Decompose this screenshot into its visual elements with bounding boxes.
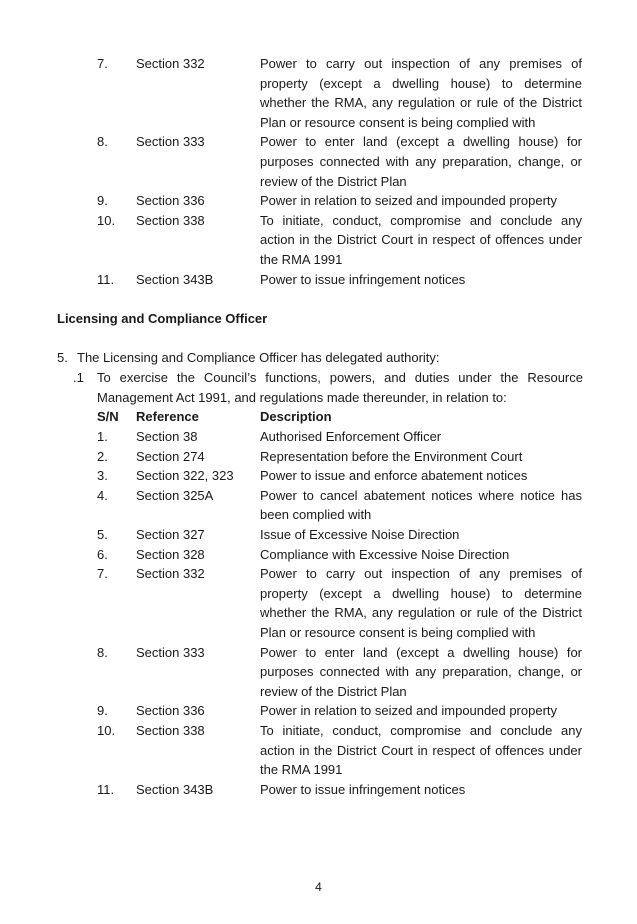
row-sn: 8. <box>97 134 108 150</box>
row-reference: Section 343B <box>136 781 214 797</box>
description-line: purposes connected with any preparation, change, or <box>260 664 582 680</box>
row-reference: Section 325A <box>136 487 214 503</box>
row-sn: 9. <box>97 193 108 209</box>
row-reference: Section 333 <box>136 134 205 150</box>
description-line: Power to enter land (except a dwelling house) for <box>260 644 582 660</box>
description-line: Power to enter land (except a dwelling house) for <box>260 134 582 150</box>
row-description <box>260 191 582 211</box>
description-line: To initiate, conduct, compromise and conclude any <box>260 212 582 228</box>
description-line: Power to issue infringement notices <box>260 781 466 797</box>
row-sn: 4. <box>97 487 108 503</box>
description-line: Power to carry out inspection of any premises of <box>260 566 582 582</box>
row-description <box>260 564 582 642</box>
row-description <box>260 780 582 800</box>
row-reference: Section 327 <box>136 527 205 542</box>
description-line: Issue of Excessive Noise Direction <box>260 527 460 542</box>
row-reference: Section 332 <box>136 566 205 582</box>
description-line: To initiate, conduct, compromise and conclude any <box>260 723 582 738</box>
row-description <box>260 701 582 721</box>
header-reference: Reference <box>136 409 199 424</box>
description-line: Compliance with Excessive Noise Direction <box>260 546 510 562</box>
description-line: whether the RMA, any regulation or rule of the District <box>260 605 582 621</box>
row-description <box>260 545 582 565</box>
subclause-1-line: Management Act 1991, and regulations made thereunder, in relation to: <box>97 390 507 405</box>
row-sn: 1. <box>97 429 108 444</box>
description-line: Power to issue and enforce abatement notices <box>260 468 528 484</box>
row-reference: Section 343B <box>136 271 214 287</box>
description-line: action in the District Court in respect of offences under <box>260 742 582 758</box>
header-sn: S/N <box>97 409 119 424</box>
row-description <box>260 427 582 447</box>
description-line: property (except a dwelling house) to determine <box>260 585 582 601</box>
row-sn: 8. <box>97 644 108 660</box>
header-description: Description <box>260 409 332 424</box>
subclause-1-text <box>97 368 583 408</box>
row-reference: Section 333 <box>136 644 205 660</box>
row-reference: Section 338 <box>136 723 205 738</box>
description-line: review of the District Plan <box>260 173 407 189</box>
row-description <box>260 466 582 486</box>
row-reference: Section 322, 323 <box>136 468 234 484</box>
description-line: property (except a dwelling house) to determine <box>260 75 582 91</box>
description-line: action in the District Court in respect of offences under <box>260 232 582 248</box>
row-reference: Section 328 <box>136 546 205 562</box>
description-line: Power in relation to seized and impounded property <box>260 193 558 209</box>
row-description <box>260 486 582 525</box>
row-reference: Section 38 <box>136 429 198 444</box>
description-line: purposes connected with any preparation, change, or <box>260 153 582 169</box>
description-line: Power in relation to seized and impounded property <box>260 703 558 719</box>
row-reference: Section 338 <box>136 212 205 228</box>
row-reference: Section 336 <box>136 703 205 719</box>
row-sn: 6. <box>97 546 108 562</box>
row-reference: Section 332 <box>136 56 205 71</box>
page-number: 4 <box>315 880 322 894</box>
section-heading: Licensing and Compliance Officer <box>57 311 268 326</box>
row-sn: 11. <box>97 271 115 287</box>
description-line: the RMA 1991 <box>260 251 343 267</box>
description-line: Plan or resource consent is being complied with <box>260 624 536 640</box>
row-description <box>260 525 582 545</box>
row-sn: 10. <box>97 212 116 228</box>
description-line: review of the District Plan <box>260 683 407 699</box>
row-description <box>260 270 582 290</box>
subclause-1-number: .1 <box>73 370 84 385</box>
description-line: whether the RMA, any regulation or rule of the District <box>260 95 582 111</box>
row-sn: 2. <box>97 448 108 464</box>
row-reference: Section 274 <box>136 448 205 464</box>
row-sn: 5. <box>97 527 108 542</box>
description-line: Power to carry out inspection of any premises of <box>260 56 582 71</box>
row-sn: 10. <box>97 723 116 738</box>
row-reference: Section 336 <box>136 193 205 209</box>
row-sn: 11. <box>97 781 115 797</box>
description-line: Authorised Enforcement Officer <box>260 429 442 444</box>
description-line: Power to issue infringement notices <box>260 271 466 287</box>
row-sn: 7. <box>97 56 108 71</box>
row-sn: 7. <box>97 566 108 582</box>
description-line: Plan or resource consent is being complied with <box>260 114 536 130</box>
row-description <box>260 211 582 270</box>
row-sn: 3. <box>97 468 108 484</box>
description-line: been complied with <box>260 507 372 523</box>
subclause-1-line: To exercise the Council’s functions, powers, and duties under the Resource <box>97 370 583 385</box>
row-description <box>260 721 582 780</box>
description-line: the RMA 1991 <box>260 762 343 778</box>
clause-5-text: The Licensing and Compliance Officer has delegated authority: <box>77 350 440 365</box>
row-description <box>260 132 582 191</box>
row-sn: 9. <box>97 703 108 719</box>
clause-5-number: 5. <box>57 350 68 365</box>
description-line: Power to cancel abatement notices where notice has <box>260 487 582 503</box>
row-description <box>260 643 582 702</box>
row-description <box>260 447 582 467</box>
row-description <box>260 54 582 132</box>
description-line: Representation before the Environment Court <box>260 448 523 464</box>
